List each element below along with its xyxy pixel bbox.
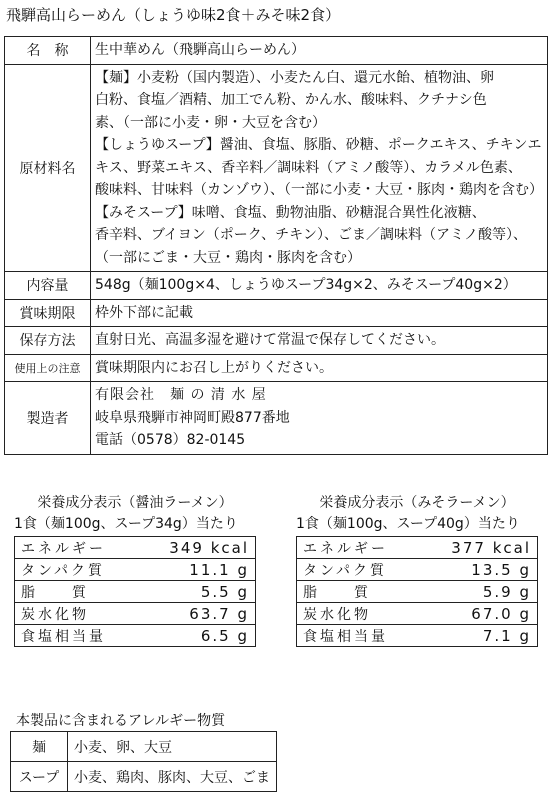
nutrition-soy-heading: 栄養成分表示（醤油ラーメン） bbox=[37, 495, 233, 511]
nutrient-value: 5.5 g bbox=[131, 581, 256, 603]
table-row bbox=[297, 625, 538, 647]
table-row bbox=[15, 581, 256, 603]
nutrition-soy-per: 1食（麺100g、スープ34g）当たり bbox=[14, 516, 238, 532]
nutrient-value: 5.9 g bbox=[413, 581, 538, 603]
caution-value: 賞味期限内にお召し上がりください。 bbox=[91, 354, 548, 382]
storage-row bbox=[5, 327, 548, 355]
expiry-value: 枠外下部に記載 bbox=[91, 299, 548, 327]
ingredients-line: 【麺】小麦粉（国内製造）、小麦たん白、還元水飴、植物油、卵 bbox=[95, 69, 494, 86]
ingredients-line: 素、（一部に小麦・卵・大豆を含む） bbox=[95, 114, 326, 131]
ingredients-line: （一部にごま・大豆・鶏肉・豚肉を含む） bbox=[95, 249, 361, 266]
table-row bbox=[297, 581, 538, 603]
caution-row bbox=[5, 354, 548, 382]
nutrient-label: 食塩相当量 bbox=[303, 628, 388, 645]
ingredients-line: 香辛料、ブイヨン（ポーク、チキン）、ごま／調味料（アミノ酸等）、 bbox=[95, 227, 528, 243]
nutrition-miso-table bbox=[296, 536, 538, 647]
nutrition-soy bbox=[14, 492, 256, 647]
name-value: 生中華めん（飛騨高山らーめん） bbox=[91, 37, 548, 65]
nutrient-value: 13.5 g bbox=[413, 559, 538, 581]
nutrient-label: タンパク質 bbox=[297, 559, 414, 581]
table-row bbox=[11, 762, 277, 792]
maker-row bbox=[5, 382, 548, 455]
maker-label: 製造者 bbox=[5, 382, 91, 455]
ingredients-label: 原材料名 bbox=[5, 64, 91, 272]
nutrition-miso-heading: 栄養成分表示（みそラーメン） bbox=[319, 495, 515, 511]
table-row bbox=[15, 625, 256, 647]
nutrient-label: 脂 質 bbox=[297, 581, 414, 603]
table-row bbox=[15, 603, 256, 625]
allergy-value: 小麦、卵、大豆 bbox=[68, 732, 277, 762]
expiry-label: 賞味期限 bbox=[5, 299, 91, 327]
nutrient-value: 377 kcal bbox=[413, 537, 538, 559]
nutrient-label: エネルギー bbox=[297, 537, 414, 559]
nutrient-value: 63.7 g bbox=[131, 603, 256, 625]
ingredients-value bbox=[91, 64, 548, 272]
maker-address: 岐阜県飛騨市神岡町殿877番地 bbox=[95, 409, 290, 426]
storage-value: 直射日光、高温多湿を避けて常温で保存してください。 bbox=[91, 327, 548, 355]
ingredients-line: 酸味料、甘味料（カンゾウ）、（一部に小麦・大豆・豚肉・鶏肉を含む） bbox=[95, 182, 543, 198]
table-row bbox=[11, 732, 277, 762]
name-label: 名 称 bbox=[5, 37, 91, 65]
content-label: 内容量 bbox=[5, 272, 91, 300]
content-row bbox=[5, 272, 548, 300]
ingredients-line: 【みそスープ】味噌、食塩、動物油脂、砂糖混合異性化液糖、 bbox=[95, 204, 486, 221]
allergy-label: スープ bbox=[11, 762, 68, 792]
allergy-value: 小麦、鶏肉、豚肉、大豆、ごま bbox=[68, 762, 277, 792]
name-row bbox=[5, 37, 548, 65]
label-table bbox=[4, 36, 548, 455]
nutrient-label: 食塩相当量 bbox=[21, 628, 106, 645]
product-title: 飛騨高山らーめん（しょうゆ味2食＋みそ味2食） bbox=[6, 6, 341, 24]
nutrient-value: 349 kcal bbox=[131, 537, 256, 559]
maker-value bbox=[91, 382, 548, 455]
table-row bbox=[15, 559, 256, 581]
table-row bbox=[297, 603, 538, 625]
nutrient-value: 67.0 g bbox=[413, 603, 538, 625]
nutrient-label: タンパク質 bbox=[15, 559, 132, 581]
expiry-row bbox=[5, 299, 548, 327]
caution-label: 使用上の注意 bbox=[5, 354, 91, 382]
maker-company: 有限会社 麺 の 清 水 屋 bbox=[95, 387, 267, 403]
ingredients-row bbox=[5, 64, 548, 272]
nutrient-value: 11.1 g bbox=[131, 559, 256, 581]
table-row bbox=[297, 559, 538, 581]
nutrient-value: 6.5 g bbox=[200, 626, 249, 645]
nutrient-label: エネルギー bbox=[15, 537, 132, 559]
allergy-label: 麺 bbox=[11, 732, 68, 762]
nutrient-label: 脂 質 bbox=[15, 581, 132, 603]
ingredients-line: 白粉、食塩／酒精、加工でん粉、かん水、酸味料、クチナシ色 bbox=[95, 92, 487, 108]
ingredients-line: キス、野菜エキス、香辛料／調味料（アミノ酸等）、カラメル色素、 bbox=[95, 159, 522, 176]
nutrition-miso-per: 1食（麺100g、スープ40g）当たり bbox=[296, 516, 520, 532]
allergy-table bbox=[10, 731, 277, 792]
nutrient-value: 7.1 g bbox=[482, 626, 531, 645]
table-row bbox=[297, 537, 538, 559]
nutrient-label: 炭水化物 bbox=[297, 603, 414, 625]
table-row bbox=[15, 537, 256, 559]
maker-phone: 電話（0578）82-0145 bbox=[95, 432, 246, 448]
content-value: 548g（麺100g×4、しょうゆスープ34g×2、みそスープ40g×2） bbox=[91, 272, 548, 300]
nutrient-label: 炭水化物 bbox=[15, 603, 132, 625]
storage-label: 保存方法 bbox=[5, 327, 91, 355]
nutrition-soy-table bbox=[14, 536, 256, 647]
allergy-heading: 本製品に含まれるアレルギー物質 bbox=[16, 713, 226, 729]
nutrition-miso bbox=[296, 492, 538, 647]
ingredients-line: 【しょうゆスープ】醤油、食塩、豚脂、砂糖、ポークエキス、チキンエ bbox=[95, 137, 542, 153]
